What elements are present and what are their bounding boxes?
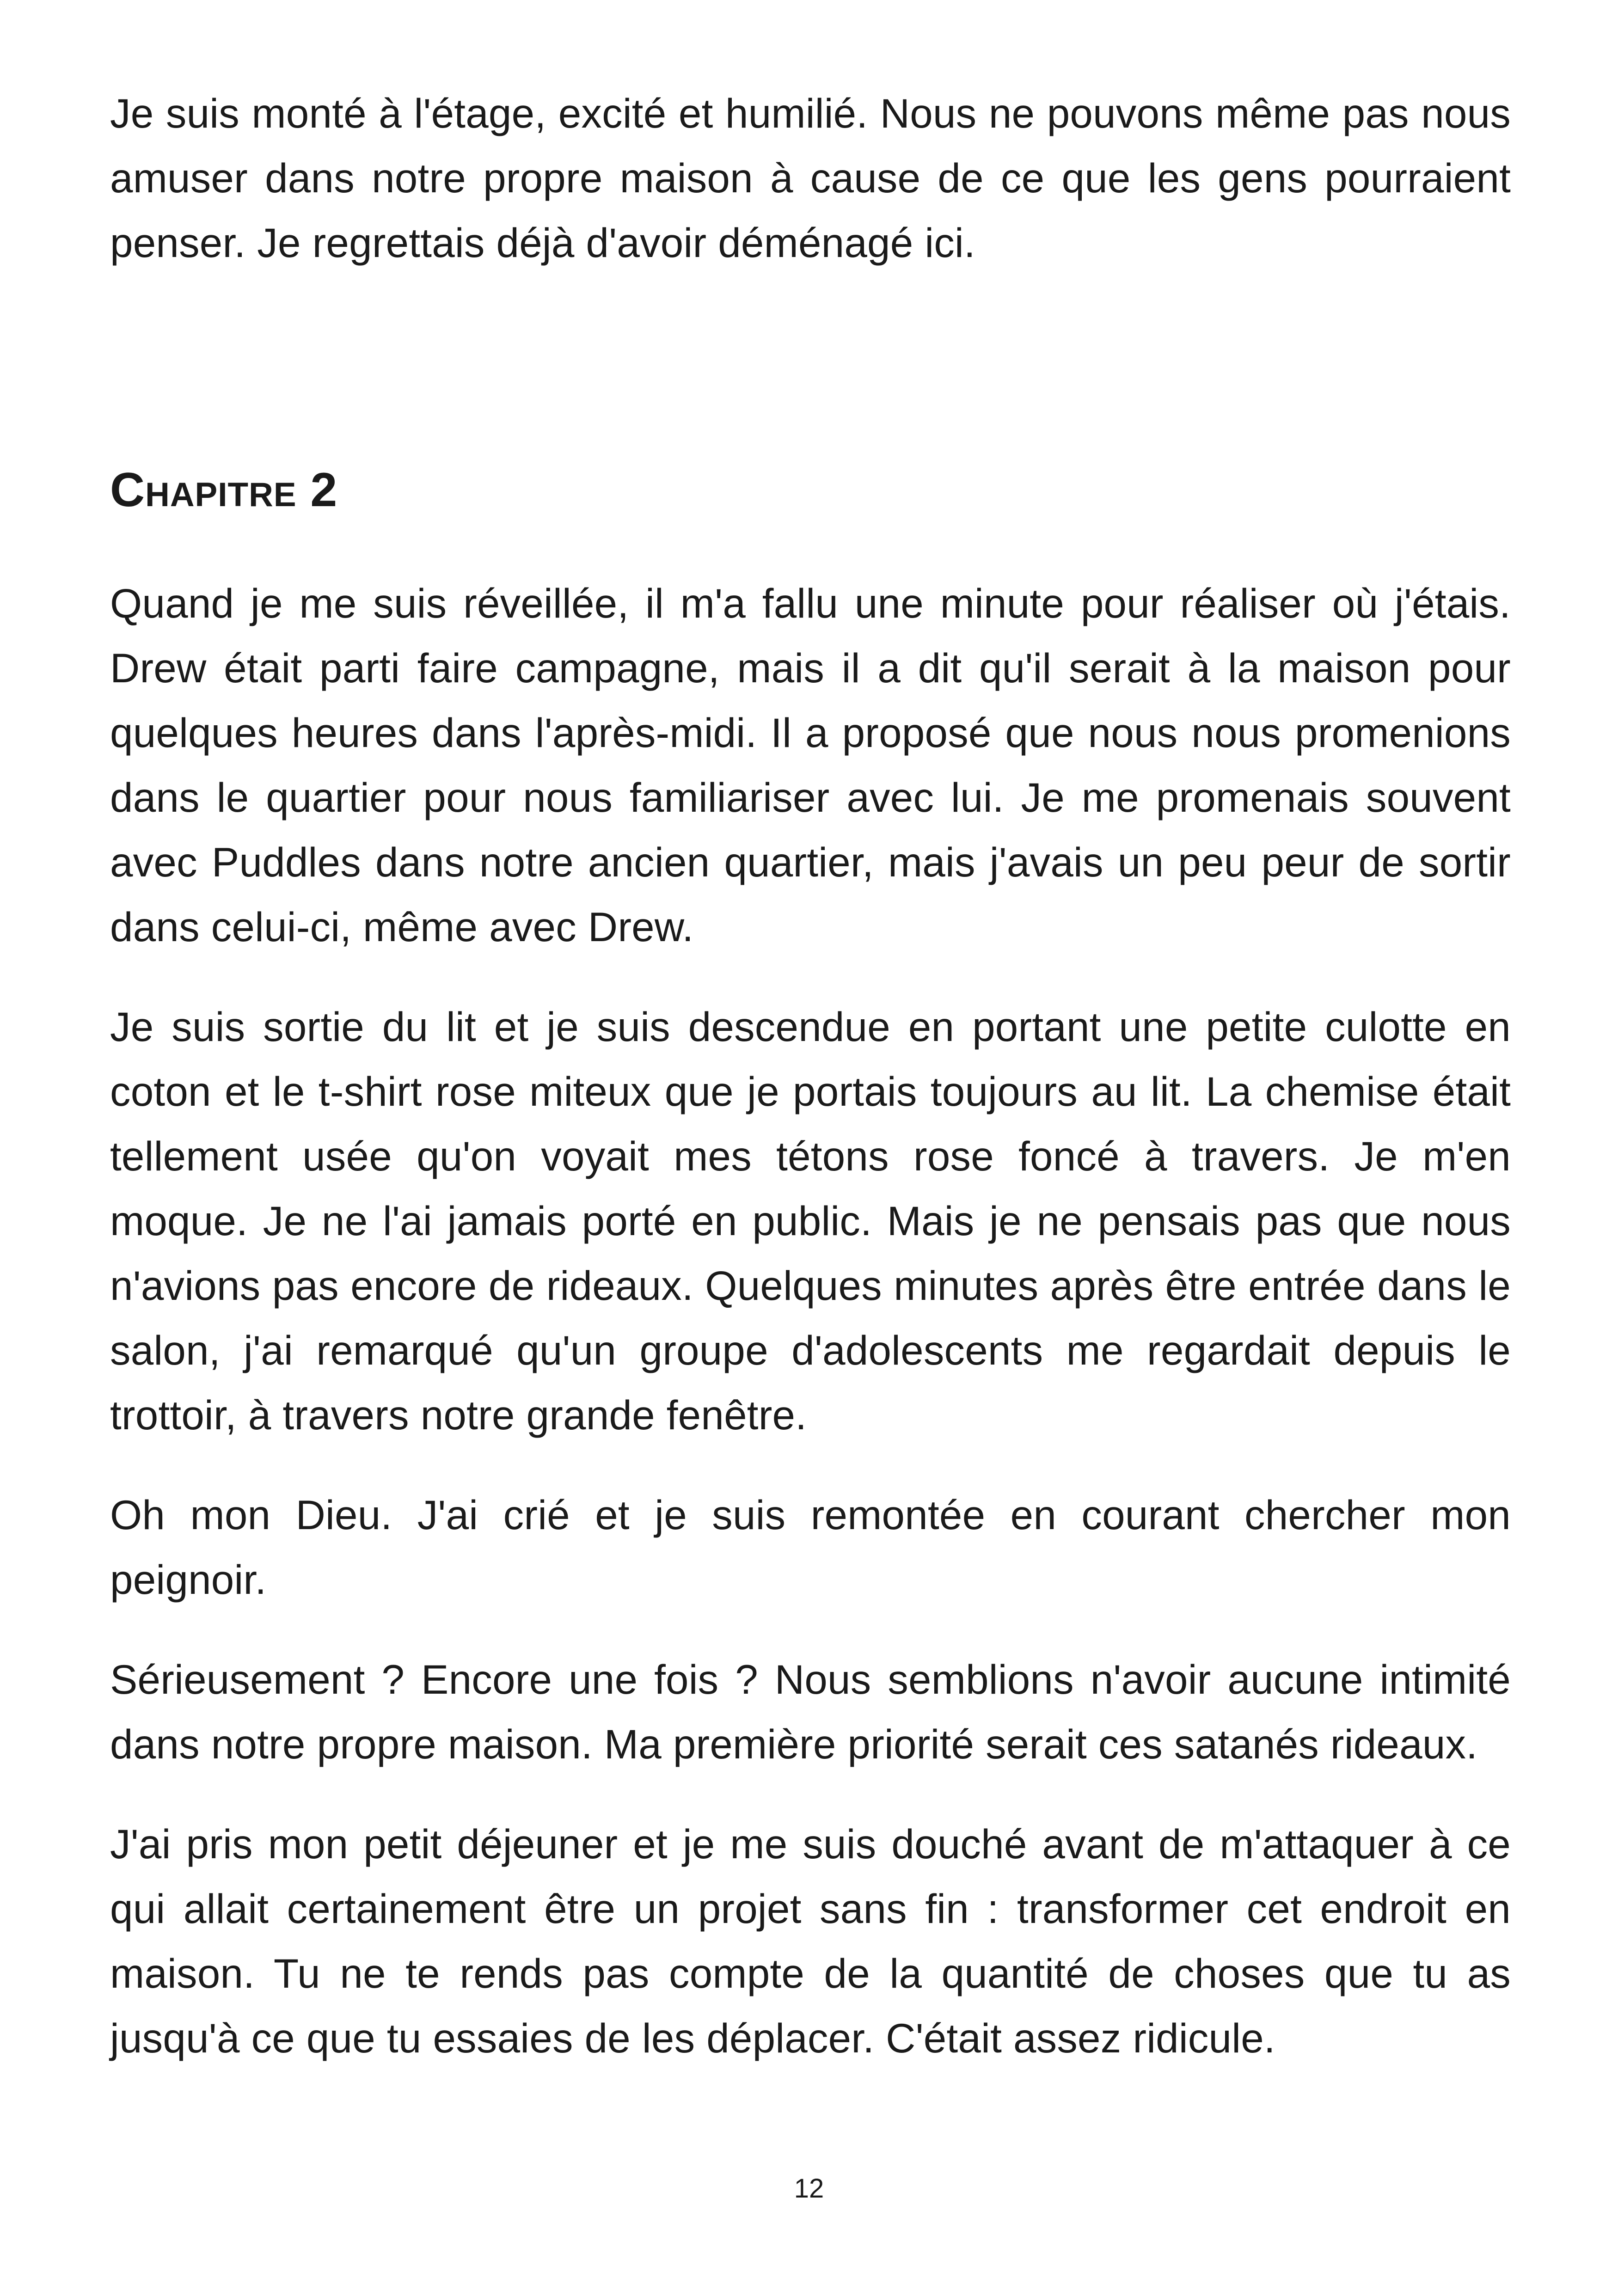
intro-paragraph: Je suis monté à l'étage, excité et humilié. Nous ne pouvons même pas nous amuser dans notre propre maison à cause de ce que les gens pourraient penser. Je regrettais déjà d'avoir déménagé ici. [110,90,1511,266]
paragraph-spacer [110,1612,1511,1647]
paragraph-4: Sérieusement ? Encore une fois ? Nous semblions n'avoir aucune intimité dans notre propre maison. Ma première priorité serait ces satanés rideaux. [110,1656,1511,1767]
paragraph-5: J'ai pris mon petit déjeuner et je me suis douché avant de m'attaquer à ce qui allait certainement être un projet sans fin : transformer cet endroit en maison. Tu ne te rends pas compte de la quantité de choses que tu as jusqu'à ce que tu essaies de les déplacer. C'était assez ridicule. [110,1821,1511,2061]
page-number: 12 [794,2174,824,2204]
paragraph-2: Je suis sortie du lit et je suis descendue en portant une petite culotte en coton et le t-shirt rose miteux que je portais toujours au lit. La chemise était tellement usée qu'on voyait mes tétons rose foncé à travers. Je m'en moque. Je ne l'ai jamais porté en public. Mais je ne pensais pas que nous n'avions pas encore de rideaux. Quelques minutes après être entrée dans le salon, j'ai remarqué qu'un groupe d'adolescents me regardait depuis le trottoir, à travers notre grande fenêtre. [110,1004,1511,1438]
chapter-heading: Chapitre 2 [110,463,338,517]
paragraph-spacer [110,1776,1511,1812]
page-content [110,81,1511,2070]
paragraph-spacer [110,959,1511,994]
paragraph-3: Oh mon Dieu. J'ai crié et je suis remontée en courant chercher mon peignoir. [110,1492,1511,1603]
paragraph-spacer [110,1447,1511,1482]
section-spacer [110,275,1511,460]
paragraph-1: Quand je me suis réveillée, il m'a fallu une minute pour réaliser où j'étais. Drew était parti faire campagne, mais il a dit qu'il serait à la maison pour quelques heures dans l'après-midi. Il a proposé que nous nous promenions dans le quartier pour nous familiariser avec lui. Je me promenais souvent avec Puddles dans notre ancien quartier, mais j'avais un peu peur de sortir dans celui-ci, même avec Drew. [110,580,1511,950]
heading-spacer [110,520,1511,571]
